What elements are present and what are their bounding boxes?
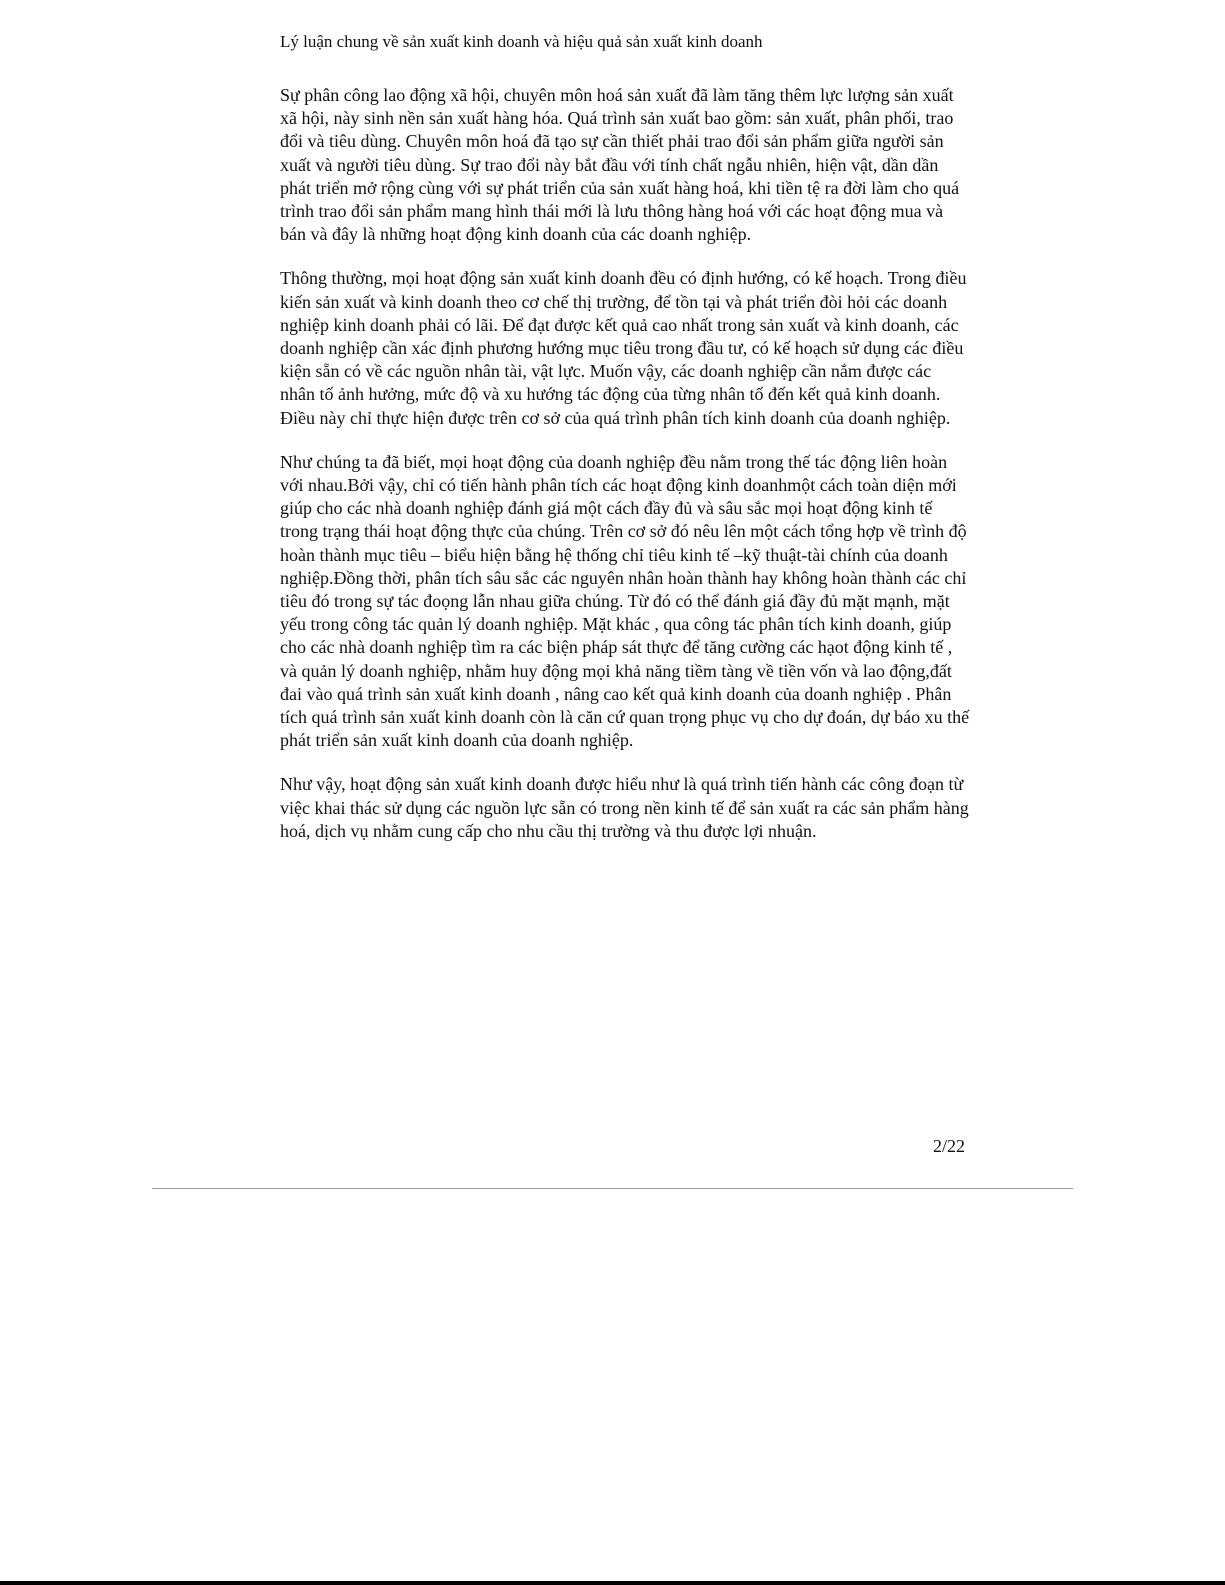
body-text bbox=[280, 84, 970, 864]
paragraph-3: Như chúng ta đã biết, mọi hoạt động của doanh nghiệp đều nằm trong thế tác động liên hoàn với nhau.Bởi vậy, chỉ có tiến hành phân tích các hoạt động kinh doanhmột cách toàn diện mới giúp cho các nhà doanh nghiệp đánh giá một cách đầy đủ và sâu sắc mọi hoạt động kinh tế trong trạng thái hoạt động thực của chúng. Trên cơ sở đó nêu lên một cách tổng hợp về trình độ hoàn thành mục tiêu – biểu hiện bằng hệ thống chỉ tiêu kinh tế –kỹ thuật-tài chính của doanh nghiệp.Đồng thời, phân tích sâu sắc các nguyên nhân hoàn thành hay không hoàn thành các chỉ tiêu đó trong sự tác đoọng lẫn nhau giữa chúng. Từ đó có thể đánh giá đầy đủ mặt mạnh, mặt yếu trong công tác quản lý doanh nghiệp. Mặt khác , qua công tác phân tích kinh doanh, giúp cho các nhà doanh nghiệp tìm ra các biện pháp sát thực để tăng cường các hạot động kinh tế , và quản lý doanh nghiệp, nhằm huy động mọi khả năng tiềm tàng về tiền vốn và lao động,đất đai vào quá trình sản xuất kinh doanh , nâng cao kết quả kinh doanh của doanh nghiệp . Phân tích quá trình sản xuất kinh doanh còn là căn cứ quan trọng phục vụ cho dự đoán, dự báo xu thế phát triển sản xuất kinh doanh của doanh nghiệp. bbox=[280, 451, 970, 751]
paragraph-2: Thông thường, mọi hoạt động sản xuất kinh doanh đều có định hướng, có kế hoạch. Trong điều kiến sản xuất và kinh doanh theo cơ chế thị trường, để tồn tại và phát triển đòi hỏi các doanh nghiệp kinh doanh phải có lãi. Để đạt được kết quả cao nhất trong sản xuất và kinh doanh, các doanh nghiệp cần xác định phương hướng mục tiêu trong đầu tư, có kế hoạch sử dụng các điều kiện sẵn có về các nguồn nhân tài, vật lực. Muốn vậy, các doanh nghiệp cần nắm được các nhân tố ảnh hưởng, mức độ và xu hướng tác động của từng nhân tố đến kết quả kinh doanh. Điều này chỉ thực hiện được trên cơ sở của quá trình phân tích kinh doanh của doanh nghiệp. bbox=[280, 268, 967, 428]
paragraph-1: Sự phân công lao động xã hội, chuyên môn hoá sản xuất đã làm tăng thêm lực lượng sản xuất xã hội, này sinh nền sản xuất hàng hóa. Quá trình sản xuất bao gồm: sản xuất, phân phối, trao đổi và tiêu dùng. Chuyên môn hoá đã tạo sự cần thiết phải trao đổi sản phẩm giữa người sản xuất và người tiêu dùng. Sự trao đổi này bắt đầu với tính chất ngẫu nhiên, hiện vật, dần dần phát triển mở rộng cùng với sự phát triển của sản xuất hàng hoá, khi tiền tệ ra đời làm cho quá trình trao đổi sản phẩm mang hình thái mới là lưu thông hàng hoá với các hoạt động mua và bán và đây là những hoạt động kinh doanh của các doanh nghiệp. bbox=[280, 85, 960, 245]
paragraph-4: Như vậy, hoạt động sản xuất kinh doanh được hiểu như là quá trình tiến hành các công đoạn từ việc khai thác sử dụng các nguồn lực sẵn có trong nền kinh tế để sản xuất ra các sản phẩm hàng hoá, dịch vụ nhằm cung cấp cho nhu cầu thị trường và thu được lợi nhuận. bbox=[280, 774, 969, 841]
page-separator bbox=[152, 1188, 1073, 1189]
viewport-bottom-bar bbox=[0, 1581, 1225, 1585]
running-header: Lý luận chung về sản xuất kinh doanh và hiệu quả sản xuất kinh doanh bbox=[280, 32, 763, 51]
page-number: 2/22 bbox=[933, 1136, 966, 1156]
